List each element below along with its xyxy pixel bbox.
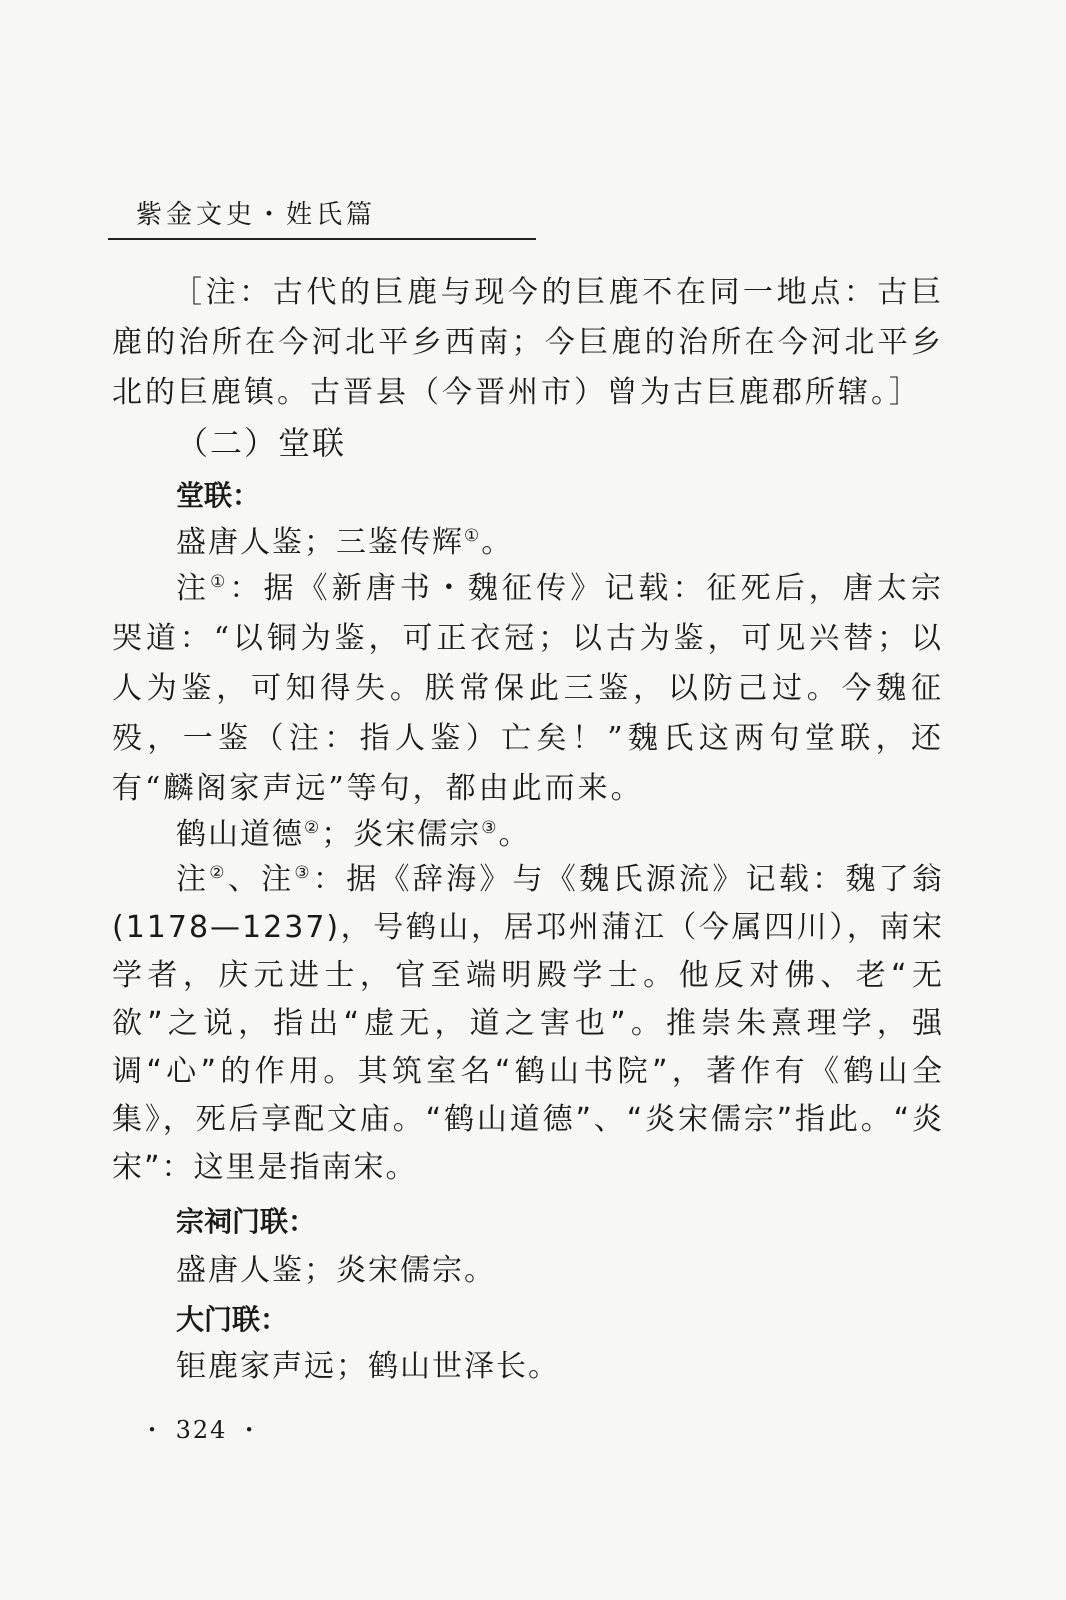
hall-couplet-2	[176, 812, 531, 858]
footnote-1-paragraph	[112, 564, 944, 814]
footnote-mark-1: ①	[464, 526, 482, 546]
shrine-gate-couplet: 盛唐人鉴；炎宋儒宗。	[176, 1253, 496, 1288]
page-number: ・ 324 ・	[140, 1416, 264, 1444]
hall-couplet-label: 堂联：	[176, 479, 261, 512]
running-head: 紫金文史・姓氏篇	[136, 200, 377, 230]
couplet-2-end: 。	[498, 817, 531, 852]
hall-couplet-1	[176, 520, 513, 566]
footnote-2-3-paragraph	[112, 856, 944, 1192]
footnote-3-mark: ③	[294, 863, 313, 883]
footnote-mark-3: ③	[481, 818, 499, 838]
footnote-mark-2: ②	[304, 818, 322, 838]
footnote-2-mark: ②	[209, 863, 228, 883]
section-heading: （二）堂联	[176, 424, 347, 462]
main-gate-couplet: 钜鹿家声远；鹤山世泽长。	[176, 1349, 560, 1384]
footnote-1-prefix: 注	[176, 571, 211, 606]
couplet-2-part-1: 鹤山道德	[176, 817, 304, 852]
shrine-gate-label: 宗祠门联：	[176, 1205, 317, 1238]
header-rule	[108, 238, 536, 240]
footnote-2-3-text: ：据《辞海》与《魏氏源流》记载：魏了翁(1178—1237)，号鹤山，居邛州蒲江（今属四川），南宋学者，庆元进士，官至端明殿学士。他反对佛、老“无欲”之说，指出“虚无，道之害也”。推崇朱熹理学，强调“心”的作用。其筑室名“鹤山书院”，著作有《鹤山全集》，死后享配文庙。“鹤山道德”、“炎宋儒宗”指此。“炎宋”：这里是指南宋。	[112, 862, 945, 1185]
intro-note: ［注：古代的巨鹿与现今的巨鹿不在同一地点：古巨鹿的治所在今河北平乡西南；今巨鹿的治所在今河北平乡北的巨鹿镇。古晋县（今晋州市）曾为古巨鹿郡所辖。］	[112, 275, 944, 410]
footnote-2-prefix: 注	[176, 862, 210, 897]
couplet-1-text: 盛唐人鉴；三鉴传辉	[176, 525, 464, 560]
main-gate-label: 大门联：	[176, 1303, 289, 1336]
footnote-3-prefix: 、注	[227, 862, 295, 897]
couplet-1-end: 。	[481, 525, 514, 560]
couplet-2-part-2: ；炎宋儒宗	[321, 817, 482, 852]
footnote-1-mark: ①	[210, 572, 230, 592]
footnote-1-text: ：据《新唐书・魏征传》记载：征死后，唐太宗哭道：“以铜为鉴，可正衣冠；以古为鉴，可见兴替；以人为鉴，可知得失。朕常保此三鉴，以防己过。今魏征殁，一鉴（注：指人鉴）亡矣！”魏氏这两句堂联，还有“麟阁家声远”等句，都由此而来。	[112, 571, 945, 806]
